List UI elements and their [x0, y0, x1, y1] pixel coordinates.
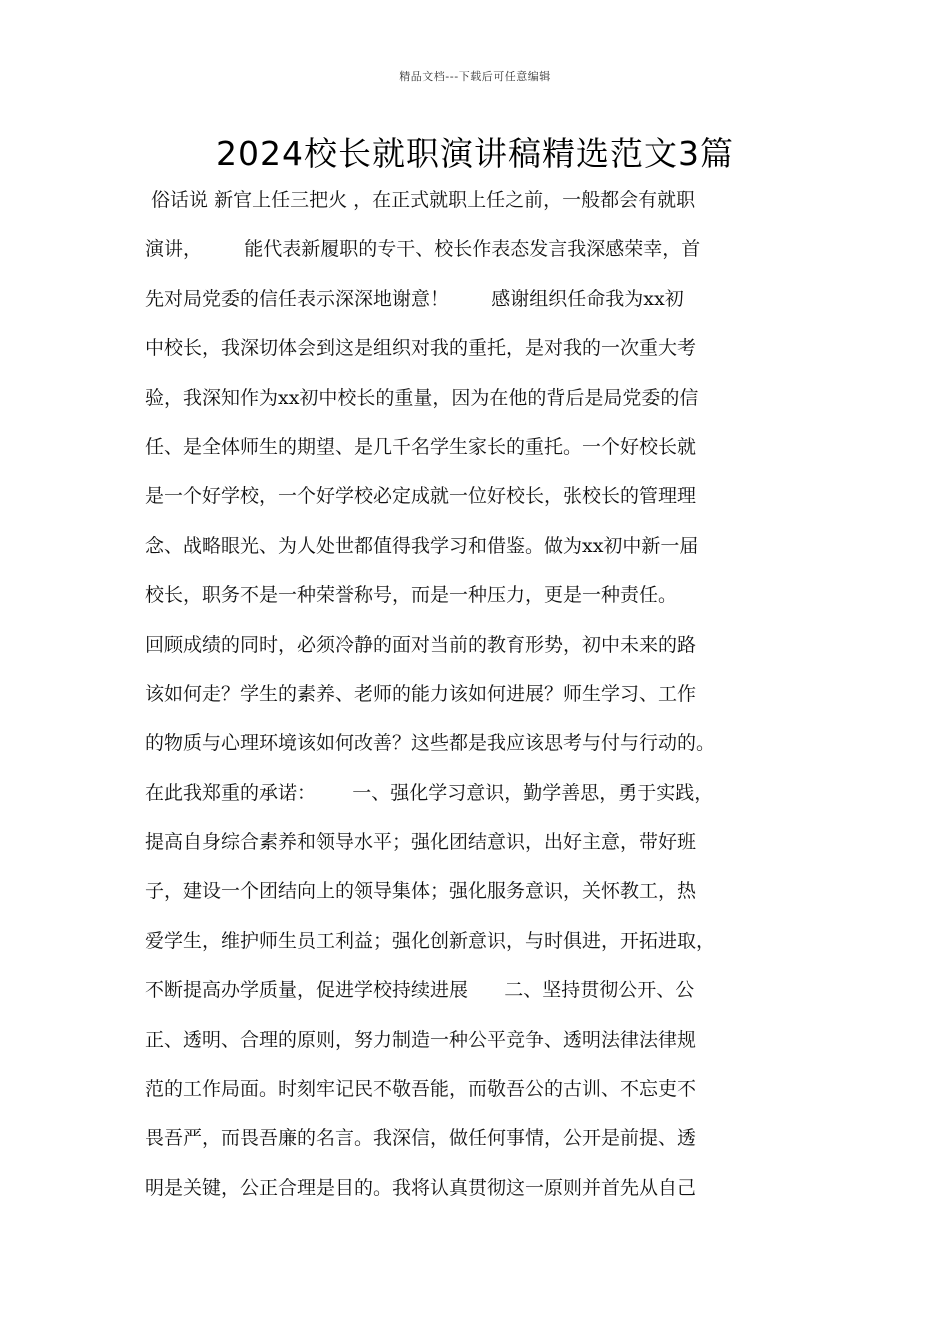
text-line: 俗话说 新官上任三把火 ，在正式就职上任之前，一般都会有就职	[145, 189, 696, 211]
text-line: 该如何走？学生的素养、老师的能力该如何进展？师生学习、工作	[145, 682, 697, 705]
text-line: 任、是全体师生的期望、是几千名学生家长的重托。一个好校长就	[145, 435, 697, 458]
text-line: 演讲， 能代表新履职的专干、校长作表态发言我深感荣幸，首	[145, 238, 701, 261]
text-line: 中校长，我深切体会到这是组织对我的重托，是对我的一次重大考	[145, 337, 697, 360]
text-line: 范的工作局面。时刻牢记民不敬吾能，而敬吾公的古训、不忘吏不	[145, 1078, 697, 1101]
text-line: 爱学生，维护师生员工利益；强化创新意识，与时俱进，开拓进取，	[145, 929, 716, 952]
document-title: 2024校长就职演讲稿精选范文3篇	[216, 134, 734, 173]
text-line: 的物质与心理环境该如何改善？这些都是我应该思考与付与行动的。	[145, 732, 716, 755]
body-text	[145, 176, 825, 1213]
text-line: 明是关键，公正合理是目的。我将认真贯彻这一原则并首先从自己	[145, 1176, 697, 1199]
text-line: 念、战略眼光、为人处世都值得我学习和借鉴。做为xx初中新一届	[145, 534, 699, 557]
text-line: 畏吾严，而畏吾廉的名言。我深信，做任何事情，公开是前提、透	[145, 1127, 697, 1150]
text-line: 提高自身综合素养和领导水平；强化团结意识，出好主意，带好班	[145, 831, 697, 854]
text-line: 验，我深知作为xx初中校长的重量，因为在他的背后是局党委的信	[145, 386, 699, 409]
text-line: 先对局党委的信任表示深深地谢意！ 感谢组织任命我为xx初	[145, 287, 684, 310]
text-line: 在此我郑重的承诺： 一、强化学习意识，勤学善思，勇于实践，	[145, 781, 714, 804]
text-line: 回顾成绩的同时，必须冷静的面对当前的教育形势，初中未来的路	[145, 633, 697, 656]
text-line: 校长，职务不是一种荣誉称号，而是一种压力，更是一种责任。	[145, 584, 678, 607]
text-line: 不断提高办学质量，促进学校持续进展 二、坚持贯彻公开、公	[145, 979, 695, 1002]
header-note: 精品文档---下载后可任意编辑	[399, 70, 551, 83]
text-line: 子，建设一个团结向上的领导集体；强化服务意识，关怀教工，热	[145, 880, 697, 903]
text-line: 正、透明、合理的原则，努力制造一种公平竞争、透明法律法律规	[145, 1028, 697, 1051]
text-line: 是一个好学校，一个好学校必定成就一位好校长，张校长的管理理	[145, 485, 697, 508]
